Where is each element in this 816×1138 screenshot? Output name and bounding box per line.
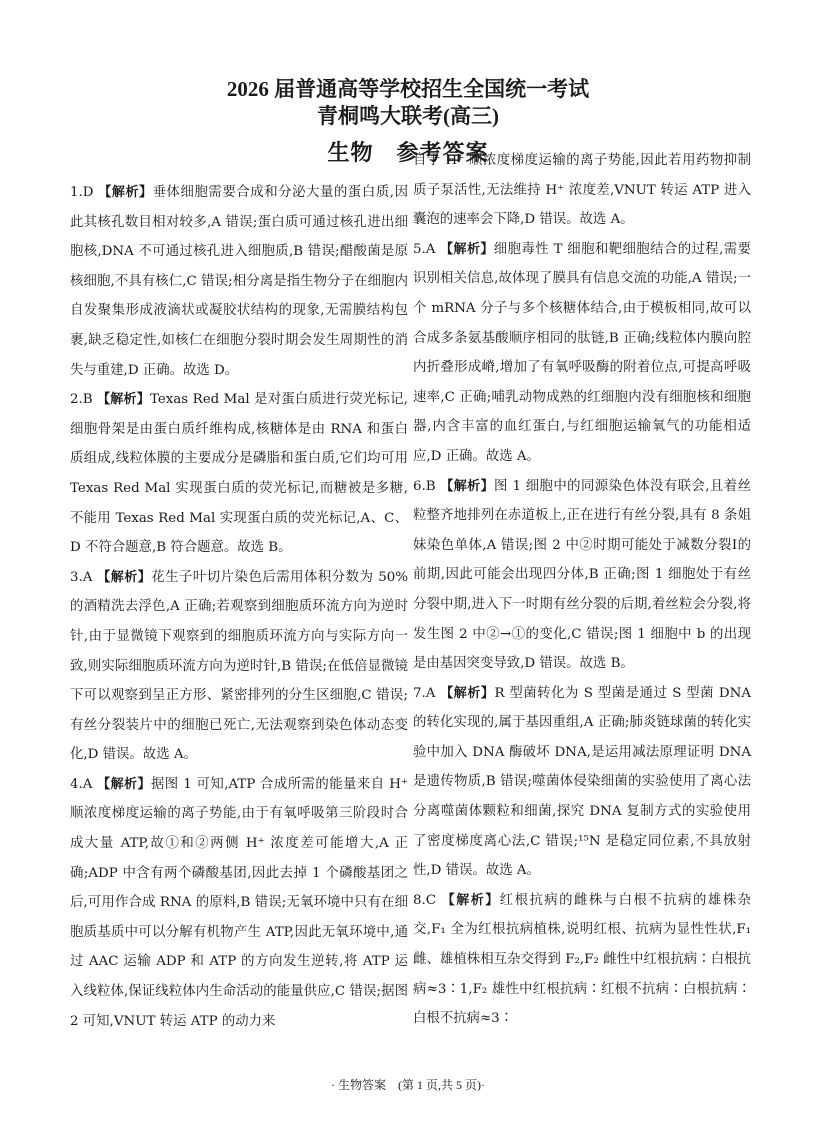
answer-number: 3.A bbox=[70, 569, 93, 585]
exam-title: 2026 届普通高等学校招生全国统一考试 bbox=[226, 77, 590, 101]
analysis-tag: 【解析】 bbox=[441, 892, 500, 908]
page-footer: · 生物答案 (第 1 页,共 5 页)· bbox=[331, 1078, 485, 1092]
analysis-tag: 【解析】 bbox=[98, 185, 153, 200]
answer-text: 自于 H⁺ 顺浓度梯度运输的离子势能,因此若用药物抑制质子泵活性,无法维持 H⁺ 浓度差,VNUT 转运 ATP 进入囊泡的速率会下降,D 错误。故选 A。 bbox=[413, 153, 751, 228]
answer-text: R 型菌转化为 S 型菌是通过 S 型菌 DNA 的转化实现的,属于基因重组,A 正确;肺炎链球菌的转化实验中加入 DNA 酶破坏 DNA,是运用减法原理证明 DNA 是遗传物质,B 错误;噬菌体侵染细菌的实验使用了离心法分离噬菌体颗粒和细菌,探究 DNA 复制方式的实验使用了密度梯度离心法,C 错误;¹⁵N 是稳定同位素,不具放射性,D 错误。故选 A。 bbox=[413, 685, 751, 879]
answer-item-4 bbox=[70, 770, 408, 1036]
answer-text: 细胞毒性 T 细胞和靶细胞结合的过程,需要识别相关信息,故体现了膜具有信息交流的功能,A 错误;一个 mRNA 分子与多个核糖体结合,由于模板相同,故可以合成多条氨基酸顺序相同的肽链,B 正确;线粒体内膜向腔内折叠形成嵴,增加了有氧呼吸酶的附着位点,可提高呼吸速率,C 正确;哺乳动物成熟的红细胞内没有细胞核和细胞器,内含丰富的血红蛋白,与红细胞运输氧气的功能相适应,D 正确。故选 A。 bbox=[413, 241, 751, 464]
answer-text: 红根抗病的雌株与白根不抗病的雄株杂交,F₁ 全为红根抗病植株,说明红根、抗病为显性性状,F₁ 雌、雄植株相互杂交得到 F₂,F₂ 雌性中红根抗病∶白根抗病≈3∶1,F₂ 雄性中红根抗病∶红根不抗病∶白根抗病∶白根不抗病≈3∶ bbox=[413, 892, 751, 1027]
right-column bbox=[413, 146, 751, 1034]
answer-number: 8.C bbox=[413, 892, 437, 908]
subject-title: 生物 参考答案 bbox=[327, 140, 489, 165]
answer-text: 花生子叶切片染色后需用体积分数为 50% 的酒精洗去浮色,A 正确;若观察到细胞质环流方向为逆时针,由于显微镜下观察到的细胞质环流方向与实际方向一致,则实际细胞质环流方向为逆时针,B 错误;在低倍显微镜下可以观察到呈正方形、紧密排列的分生区细胞,C 错误;有丝分裂装片中的细胞已死亡,无法观察到染色体动态变化,D 错误。故选 A。 bbox=[70, 569, 408, 763]
answer-item-5 bbox=[413, 235, 751, 472]
analysis-tag: 【解析】 bbox=[440, 241, 494, 257]
answer-item-6 bbox=[413, 472, 751, 679]
answer-number: 6.B bbox=[413, 478, 436, 494]
answer-item-2 bbox=[70, 385, 408, 563]
analysis-tag: 【解析】 bbox=[440, 685, 495, 701]
answer-text: 垂体细胞需要合成和分泌大量的蛋白质,因此其核孔数目相对较多,A 错误;蛋白质可通过核孔进出细胞核,DNA 不可通过核孔进入细胞质,B 错误;醋酸菌是原核细胞,不具有核仁,C 错误;相分离是指生物分子在细胞内自发聚集形成液滴状或凝胶状结构的现象,无需膜结构包裹,缺乏稳定性,如核仁在细胞分裂时期会发生周期性的消失与重建,D 正确。故选 D。 bbox=[70, 185, 408, 378]
answer-item-8 bbox=[413, 886, 751, 1034]
analysis-tag: 【解析】 bbox=[97, 776, 151, 792]
answer-item-7 bbox=[413, 679, 751, 886]
left-column bbox=[70, 178, 408, 1036]
answer-text: Texas Red Mal 是对蛋白质进行荧光标记,细胞骨架是由蛋白质纤维构成,核糖体是由 RNA 和蛋白质组成,线粒体膜的主要成分是磷脂和蛋白质,它们均可用 Texas Red Mal 实现蛋白质的荧光标记,而糖被是多糖,不能用 Texas Red Mal 实现蛋白质的荧光标记,A、C、D 不符合题意,B 符合题意。故选 B。 bbox=[70, 392, 408, 556]
analysis-tag: 【解析】 bbox=[97, 569, 152, 585]
answer-text: 据图 1 可知,ATP 合成所需的能量来自 H⁺ 顺浓度梯度运输的离子势能,由于有氧呼吸第三阶段时合成大量 ATP,故①和②两侧 H⁺ 浓度差可能增大,A 正确;ADP 中含有两个磷酸基团,因此去掉 1 个磷酸基团之后,可用作合成 RNA 的原料,B 错误;无氧环境中只有在细胞质基质中可以分解有机物产生 ATP,因此无氧环境中,通过 AAC 运输 ADP 和 ATP 的方向发生逆转,将 ATP 运入线粒体,保证线粒体内生命活动的能量供应,C 错误;据图 2 可知,VNUT 转运 ATP 的动力来 bbox=[70, 776, 408, 1029]
analysis-tag: 【解析】 bbox=[97, 392, 150, 408]
answer-number: 4.A bbox=[70, 776, 93, 792]
answer-text: 图 1 细胞中的同源染色体没有联会,且着丝粒整齐地排列在赤道板上,正在进行有丝分裂,具有 8 条姐妹染色单体,A 错误;图 2 中②时期可能处于减数分裂Ⅰ的前期,因此可能会出现四分体,B 正确;图 1 细胞处于有丝分裂中期,进入下一时期有丝分裂的后期,着丝粒会分裂,将发生图 2 中②→①的变化,C 错误;图 1 细胞中 b 的出现是由基因突变导致,D 错误。故选 B。 bbox=[413, 478, 751, 672]
answer-item-4-continued bbox=[413, 146, 751, 235]
answer-number: 1.D bbox=[70, 185, 94, 200]
analysis-tag: 【解析】 bbox=[440, 478, 495, 494]
answer-number: 2.B bbox=[70, 392, 93, 408]
answer-number: 7.A bbox=[413, 685, 436, 701]
answer-number: 5.A bbox=[413, 241, 436, 257]
exam-subtitle: 青桐鸣大联考(高三) bbox=[317, 104, 499, 128]
answer-item-1 bbox=[70, 178, 408, 385]
answer-item-3 bbox=[70, 563, 408, 770]
